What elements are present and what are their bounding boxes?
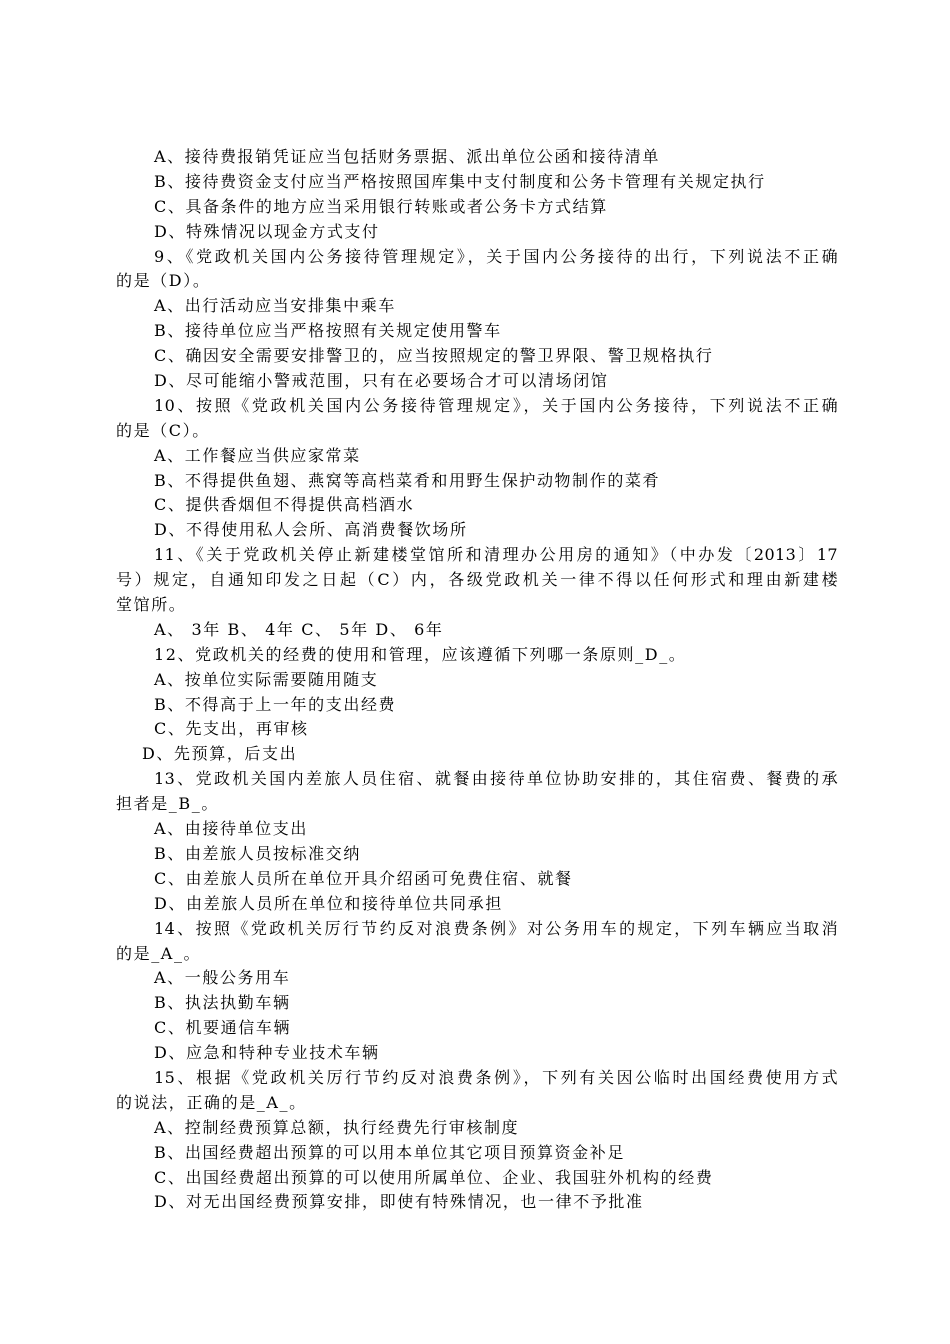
option-line: A、出行活动应当安排集中乘车 xyxy=(154,296,396,316)
option-line: A、一般公务用车 xyxy=(154,968,291,988)
option-line: C、具备条件的地方应当采用银行转账或者公务卡方式结算 xyxy=(154,196,608,216)
option-line: D、尽可能缩小警戒范围，只有在必要场合才可以清场闭馆 xyxy=(154,371,609,391)
option-line: B、不得提供鱼翅、燕窝等高档菜肴和用野生保护动物制作的菜肴 xyxy=(154,470,661,490)
option-line: B、由差旅人员按标准交纳 xyxy=(154,843,361,863)
option-line: A、由接待单位支出 xyxy=(154,819,308,839)
option-line: B、出国经费超出预算的可以用本单位其它项目预算资金补足 xyxy=(154,1142,625,1162)
question-15-text: 15、根据《党政机关厉行节约反对浪费条例》，下列有关因公临时出国经费使用方式 xyxy=(154,1067,838,1087)
document-body xyxy=(116,145,838,1215)
question-14-text: 14、按照《党政机关厉行节约反对浪费条例》对公务用车的规定，下列车辆应当取消 xyxy=(154,918,838,938)
option-line: D、由差旅人员所在单位和接待单位共同承担 xyxy=(154,893,503,913)
question-9-answer-line: 的是（D）。 xyxy=(116,271,211,291)
question-12-text: 12、党政机关的经费的使用和管理，应该遵循下列哪一条原则_D_。 xyxy=(154,644,687,664)
option-line: B、执法执勤车辆 xyxy=(154,993,291,1013)
option-line: C、由差旅人员所在单位开具介绍函可免费住宿、就餐 xyxy=(154,868,573,888)
option-line: A、控制经费预算总额，执行经费先行审核制度 xyxy=(154,1117,520,1137)
option-line: A、接待费报销凭证应当包括财务票据、派出单位公函和接待清单 xyxy=(154,147,660,166)
question-9-text: 9、《党政机关国内公务接待管理规定》，关于国内公务接待的出行，下列说法不正确 xyxy=(154,246,838,266)
option-line: D、不得使用私人会所、高消费餐饮场所 xyxy=(154,520,468,540)
option-line: D、应急和特种专业技术车辆 xyxy=(154,1043,380,1063)
question-15-answer-line: 的说法，正确的是_A_。 xyxy=(116,1092,307,1112)
question-11-text-end: 堂馆所。 xyxy=(116,595,187,615)
option-line: B、接待费资金支付应当严格按照国库集中支付制度和公务卡管理有关规定执行 xyxy=(154,171,766,191)
option-line: C、出国经费超出预算的可以使用所属单位、企业、我国驻外机构的经费 xyxy=(154,1167,714,1187)
option-line: A、工作餐应当供应家常菜 xyxy=(154,445,361,465)
option-line: C、提供香烟但不得提供高档酒水 xyxy=(154,495,415,515)
option-line: D、先预算，后支出 xyxy=(142,744,298,764)
option-line: B、不得高于上一年的支出经费 xyxy=(154,694,397,714)
question-10-text: 10、按照《党政机关国内公务接待管理规定》，关于国内公务接待，下列说法不正确 xyxy=(154,395,838,415)
question-13-text: 13、党政机关国内差旅人员住宿、就餐由接待单位协助安排的，其住宿费、餐费的承 xyxy=(154,769,838,789)
option-line: D、对无出国经费预算安排，即使有特殊情况，也一律不予批准 xyxy=(154,1192,644,1212)
option-line: A、按单位实际需要随用随支 xyxy=(154,669,379,689)
question-11-text-cont: 号）规定，自通知印发之日起（C）内，各级党政机关一律不得以任何形式和理由新建楼 xyxy=(116,570,838,590)
question-14-answer-line: 的是_A_。 xyxy=(116,943,202,963)
option-line: B、接待单位应当严格按照有关规定使用警车 xyxy=(154,321,502,341)
option-line: D、特殊情况以现金方式支付 xyxy=(154,221,380,241)
question-11-text: 11、《关于党政机关停止新建楼堂馆所和清理办公用房的通知》（中办发〔2013〕17 xyxy=(154,545,838,565)
question-13-answer-line: 担者是_B_。 xyxy=(116,794,219,814)
question-10-answer-line: 的是（C）。 xyxy=(116,420,210,440)
option-line: C、机要通信车辆 xyxy=(154,1018,292,1038)
option-line: A、 3年 B、 4年 C、 5年 D、 6年 xyxy=(154,619,444,639)
option-line: C、确因安全需要安排警卫的，应当按照规定的警卫界限、警卫规格执行 xyxy=(154,346,714,366)
option-line: C、先支出，再审核 xyxy=(154,719,309,739)
